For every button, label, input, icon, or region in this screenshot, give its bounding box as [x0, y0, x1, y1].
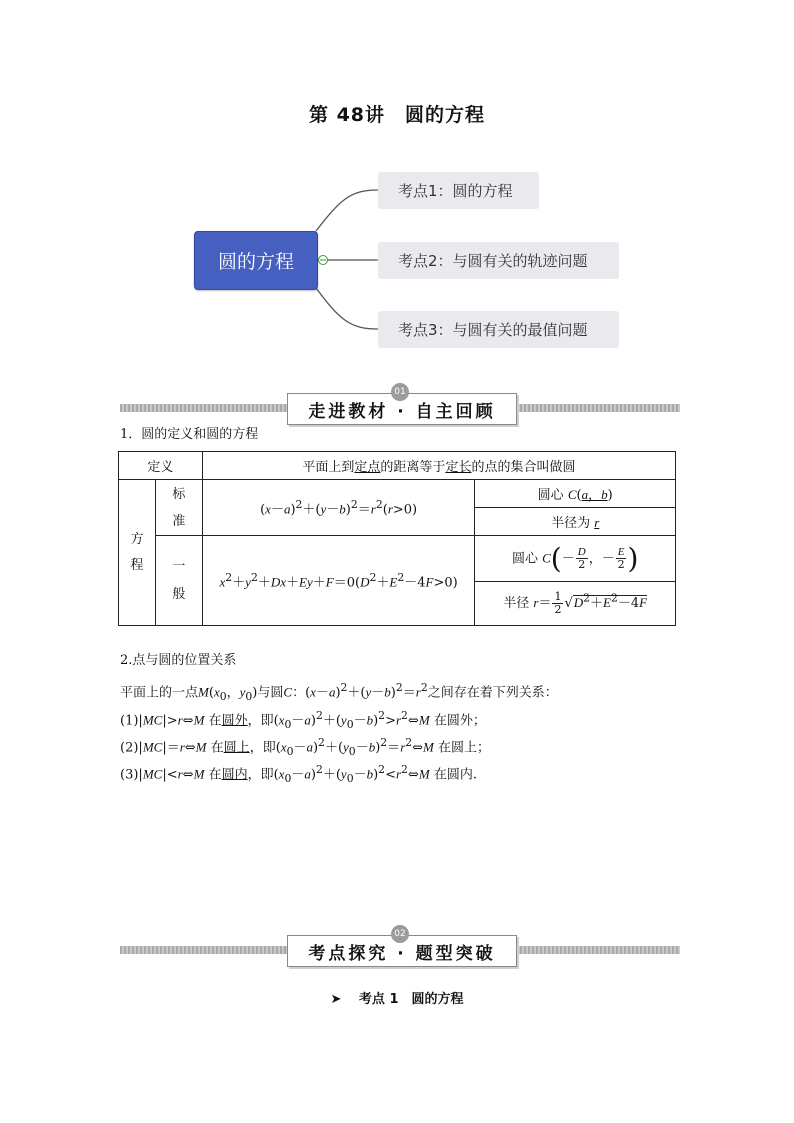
general-label-cell: 一 般	[155, 536, 202, 626]
mindmap-node-2: 考点2：与圆有关的轨迹问题	[378, 242, 619, 279]
standard-center-cell: 圆心 C(a，b)	[475, 480, 676, 508]
def-text-cell: 平面上到定点的距离等于定长的点的集合叫做圆	[202, 452, 675, 480]
radius-label: 半径为	[551, 516, 591, 531]
section-badge-1: 01	[391, 383, 409, 401]
heading-definition: 1．圆的定义和圆的方程	[120, 427, 259, 442]
center-label-general: 圆心	[511, 551, 538, 566]
standard-radius-cell: 半径为 r	[475, 508, 676, 536]
arrow-icon: ➤	[330, 992, 342, 1007]
standard-equation-cell: $(x-a)^2+(y-b)^2=r^2(r>0)$	[202, 480, 474, 536]
mindmap-node-3: 考点3：与圆有关的最值问题	[378, 311, 619, 348]
para-intro: 平面上的一点$M(x_0$，$y_0$)与圆C：$(x-a)^2+(y-b)^2=r^2$之间存在着下列关系：	[120, 681, 558, 703]
case-outside: (1)|MC|>r⇔M 在圆外，即$(x_0-a)^2+(y_0-b)^2>r^2\Leftrightarrow M$ 在圆外；	[120, 709, 486, 731]
page-title: 第 48讲 圆的方程	[308, 104, 486, 126]
standard-label-cell: 标 准	[155, 480, 202, 536]
case-on: (2)|MC|＝r⇔M 在圆上，即$(x_0-a)^2+(y_0-b)^2=r^2\Leftrightarrow M$ 在圆上；	[120, 736, 491, 758]
mindmap-node-1: 考点1：圆的方程	[378, 172, 539, 209]
def-label-cell: 定义	[119, 452, 203, 480]
kaodian-label: 考点 1 圆的方程	[358, 992, 464, 1007]
general-equation-cell: $x^2+y^2+Dx+Ey+F=0(D^2+E^2-4F>0)$	[202, 536, 474, 626]
fangcheng-cell: 方 程	[119, 480, 156, 626]
general-center-cell: 圆心 C(－ $\frac{D}{2}$ ，－ $\frac{E}{2}$ )	[475, 536, 676, 582]
section-banner-2: 考点探究 · 题型突破	[287, 935, 517, 967]
case-inside: (3)|MC|<r⇔M 在圆内，即$(x_0-a)^2+(y_0-b)^2<r^2\Leftrightarrow M$ 在圆内.	[120, 763, 477, 785]
definition-table	[118, 451, 676, 626]
center-label: 圆心	[537, 488, 564, 503]
mindmap-root: 圆的方程	[194, 231, 318, 290]
section-banner-1: 走进教材 · 自主回顾	[287, 393, 517, 425]
general-radius-cell: 半径 r＝ $\frac{1}{2}$ $√D^2+E^2-4F$	[475, 582, 676, 626]
kaodian-heading	[0, 988, 794, 1007]
section-badge-2: 02	[391, 925, 409, 943]
radius-label-general: 半径	[503, 596, 530, 611]
heading-position: 2.点与圆的位置关系	[120, 653, 237, 668]
